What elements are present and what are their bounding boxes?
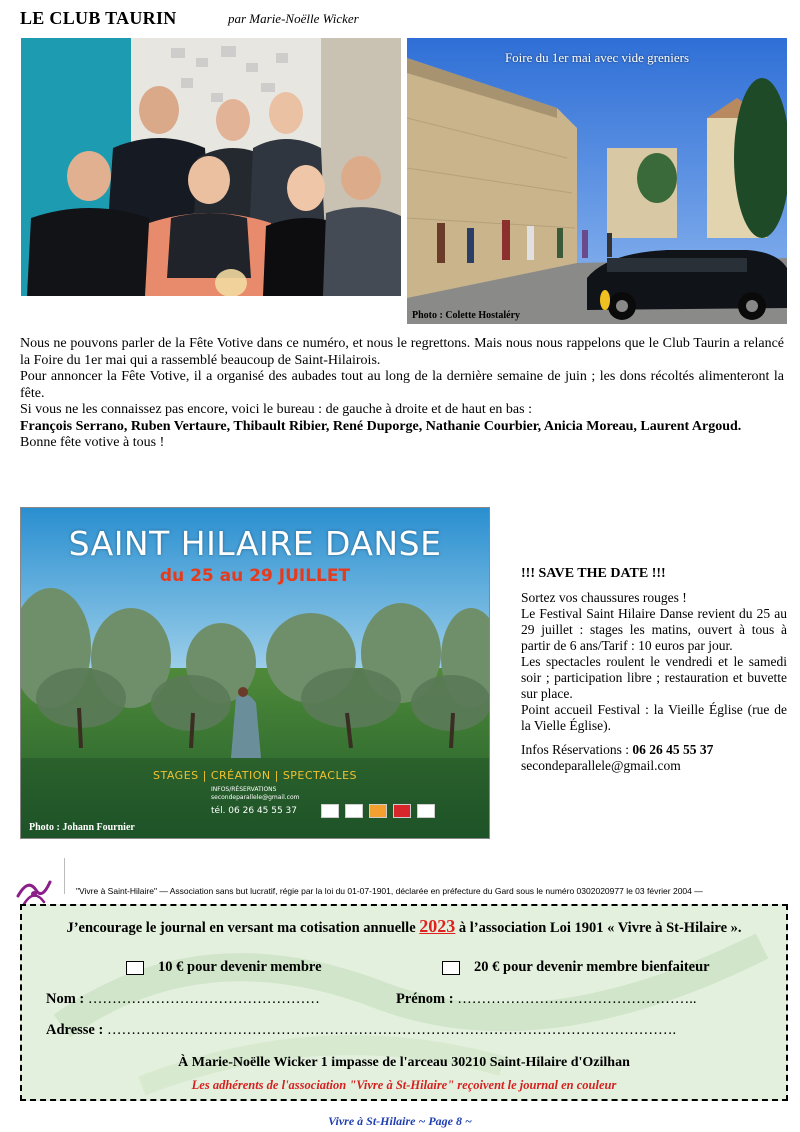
- page-title: LE CLUB TAURIN: [20, 8, 177, 28]
- option-benefactor: [442, 959, 710, 976]
- form-title-start: J’encourage le journal en versant ma cotisation annuelle: [66, 920, 420, 936]
- form-title-end: à l’association Loi 1901 « Vivre à St-Hilaire ».: [455, 920, 742, 936]
- fair-photo: [407, 38, 787, 324]
- sidebar-paragraph-2: Le Festival Saint Hilaire Danse revient du 25 au 29 juillet : stages les matins, ouvert à tous à partir de 6 ans/Tarif : 10 euros par jour.: [521, 606, 787, 653]
- poster-infos-label: INFOS/RÉSERVATIONS: [211, 786, 277, 793]
- sponsor-logo-icon: [369, 804, 387, 818]
- sponsor-logo-icon: [321, 804, 339, 818]
- benefactor-checkbox[interactable]: [442, 961, 460, 975]
- reservations-phone: 06 26 45 55 37: [632, 742, 714, 757]
- prenom-dots: …………………………………………..: [457, 991, 697, 1007]
- poster-tagline: STAGES | CRÉATION | SPECTACLES: [152, 769, 357, 782]
- poster-title: SAINT HILAIRE DANSE: [68, 524, 442, 563]
- sponsor-logo-icon: [345, 804, 363, 818]
- poster-infos: [211, 786, 300, 802]
- sidebar-paragraph-1: Sortez vos chaussures rouges !: [521, 590, 687, 605]
- nom-label: Nom :: [46, 991, 88, 1007]
- nom-dots: …………………………………………: [87, 991, 320, 1007]
- article-paragraph-4: Bonne fête votive à tous !: [20, 435, 165, 450]
- save-the-date-box: [521, 566, 787, 774]
- poster-phone: tél. 06 26 45 55 37: [211, 806, 297, 816]
- author-byline: par Marie-Noëlle Wicker: [228, 11, 359, 26]
- association-logo-icon: [14, 874, 54, 908]
- membership-form: [20, 904, 788, 1101]
- prenom-field[interactable]: [396, 991, 696, 1008]
- legal-notice: "Vivre à Saint-Hilaire" — Association sans but lucratif, régie par la loi du 01-07-1901, déclarée en préfecture du Gard sous le numéro 0302020977 le 03 février 2004 —: [76, 886, 703, 896]
- reservations-line: [521, 742, 787, 758]
- page-footer: Vivre à St-Hilaire ~ Page 8 ~: [328, 1114, 472, 1128]
- board-member-names: François Serrano, Ruben Vertaure, Thibault Ribier, René Duporge, Nathanie Courbier, Anicia Moreau, Laurent Argoud.: [20, 418, 742, 434]
- sidebar-paragraph-3: Les spectacles roulent le vendredi et le samedi soir ; participation libre ; restauration et buvette sur place.: [521, 654, 787, 701]
- sidebar-paragraph-4: Point accueil Festival : la Vieille Église (rue de la Vielle Église).: [521, 702, 787, 733]
- reservations-label: Infos Réservations :: [521, 742, 633, 757]
- nom-field[interactable]: [46, 991, 320, 1008]
- poster-infos-email: secondeparallele@gmail.com: [211, 794, 300, 801]
- club-taurin-article: [20, 336, 784, 452]
- option-benefactor-label: 20 € pour devenir membre bienfaiteur: [474, 959, 710, 975]
- option-member-label: 10 € pour devenir membre: [158, 959, 322, 975]
- mailing-address: À Marie-Noëlle Wicker 1 impasse de l'arceau 30210 Saint-Hilaire d'Ozilhan: [178, 1055, 630, 1070]
- color-edition-note: Les adhérents de l'association "Vivre à St-Hilaire" reçoivent le journal en couleur: [191, 1078, 617, 1092]
- divider: [64, 858, 65, 894]
- poster-dates: du 25 au 29 JUILLET: [159, 566, 351, 586]
- article-paragraph-3: Si vous ne les connaissez pas encore, voici le bureau : de gauche à droite et de haut en bas :: [20, 402, 532, 417]
- article-paragraph-1: Nous ne pouvons parler de la Fête Votive dans ce numéro, et nous le regrettons. Mais nous nous rappelons que le Club Taurin a relancé la Foire du 1er mai qui a rassemblé beaucoup de Saint-Hilairois.: [20, 336, 784, 368]
- member-checkbox[interactable]: [126, 961, 144, 975]
- fair-photo-caption: Foire du 1er mai avec vide greniers: [504, 50, 690, 65]
- article-paragraph-2: Pour annoncer la Fête Votive, il a organisé des aubades tout au long de la dernière semaine de juin ; les dons récoltés alimenteront la fête.: [20, 369, 784, 401]
- adresse-field[interactable]: [46, 1022, 676, 1039]
- group-photo-illustration: [21, 38, 401, 296]
- club-group-photo: [21, 38, 401, 296]
- form-year: 2023: [419, 916, 456, 936]
- prenom-label: Prénom :: [396, 991, 458, 1007]
- adresse-label: Adresse :: [46, 1022, 107, 1038]
- fair-photo-credit: Photo : Colette Hostaléry: [412, 310, 521, 321]
- reservations-email: secondeparallele@gmail.com: [521, 758, 681, 773]
- poster-photo-credit: Photo : Johann Fournier: [29, 822, 135, 833]
- form-title: [22, 916, 786, 937]
- adresse-dots: ……………………………………………………………………………………………………….: [106, 1022, 677, 1038]
- option-member: [126, 959, 322, 976]
- sponsor-logo-icon: [393, 804, 411, 818]
- sponsor-logo-icon: [417, 804, 435, 818]
- save-the-date-heading: !!! SAVE THE DATE !!!: [521, 566, 666, 581]
- fair-photo-illustration: [407, 38, 787, 324]
- festival-poster: [20, 507, 490, 839]
- sponsor-logos: [321, 804, 435, 818]
